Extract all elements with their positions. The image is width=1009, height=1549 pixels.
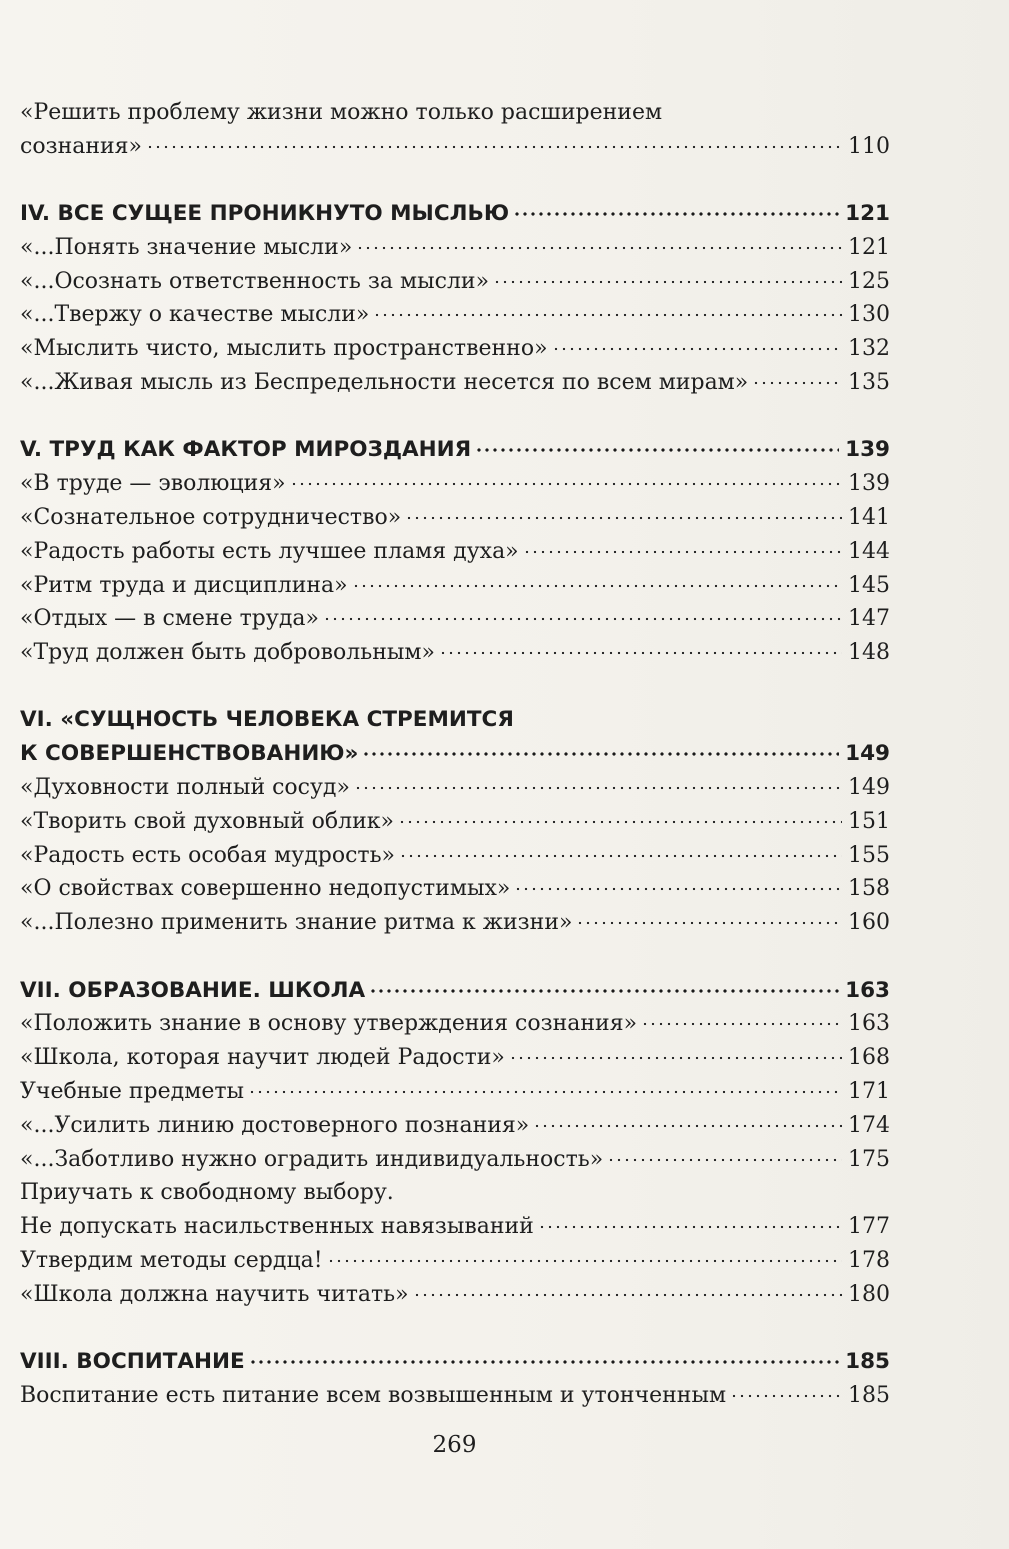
chapter-title: VIII. ВОСПИТАНИЕ	[20, 1349, 245, 1374]
dot-leader	[398, 819, 842, 825]
dot-leader	[352, 583, 842, 589]
toc-entry	[20, 1007, 890, 1041]
entry-title: «...Осознать ответственность за мысли»	[20, 268, 490, 294]
entry-page-number: 155	[848, 842, 890, 868]
toc-entry	[20, 1210, 890, 1244]
toc-entry	[20, 839, 890, 873]
dot-leader	[439, 650, 842, 656]
entry-page-number: 163	[845, 977, 890, 1003]
entry-page-number: 158	[848, 876, 890, 902]
entry-title: «Школа должна научить читать»	[20, 1281, 409, 1307]
entry-title: «...Заботливо нужно оградить индивидуальность»	[20, 1146, 604, 1172]
entry-title: «В труде — эволюция»	[20, 471, 286, 497]
dot-leader	[641, 1021, 842, 1027]
entry-page-number: 130	[848, 302, 890, 328]
dot-leader	[248, 1089, 842, 1095]
toc-entry	[20, 569, 890, 603]
chapter-title: IV. ВСЕ СУЩЕЕ ПРОНИКНУТО МЫСЛЬЮ	[20, 201, 510, 227]
toc-entry	[20, 906, 890, 940]
entry-page-number: 145	[848, 572, 890, 598]
entry-page-number: 174	[848, 1112, 890, 1138]
entry-title: «Сознательное сотрудничество»	[20, 504, 402, 530]
entry-title: «...Живая мысль из Беспредельности несется по всем мирам»	[20, 370, 749, 396]
toc-entry	[20, 130, 890, 164]
entry-title: «...Твержу о качестве мысли»	[20, 302, 370, 328]
entry-title: «Мыслить чисто, мыслить пространственно»	[20, 336, 548, 362]
page-number: 269	[432, 1432, 477, 1458]
dot-leader	[730, 1393, 842, 1399]
dot-leader	[552, 346, 842, 352]
section-gap	[20, 400, 890, 434]
entry-page-number: 175	[848, 1146, 890, 1172]
toc-entry	[20, 1278, 890, 1312]
dot-leader	[533, 1123, 842, 1129]
dot-leader	[523, 549, 842, 555]
entry-title: Утвердим методы сердца!	[20, 1247, 323, 1273]
toc-entry	[20, 1176, 890, 1210]
entry-page-number: 132	[848, 336, 890, 362]
toc-entry	[20, 96, 890, 130]
dot-leader	[538, 1224, 842, 1230]
entry-title: «Радость есть особая мудрость»	[20, 842, 396, 868]
toc-entry	[20, 805, 890, 839]
dot-leader	[362, 751, 839, 757]
dot-leader	[323, 616, 842, 622]
dot-leader	[509, 1055, 842, 1061]
entry-page-number: 110	[848, 133, 890, 159]
dot-leader	[354, 785, 842, 791]
chapter-heading	[20, 197, 890, 231]
entry-page-number: 180	[848, 1281, 890, 1307]
toc-entry	[20, 1379, 890, 1413]
dot-leader	[249, 1359, 839, 1365]
dot-leader	[576, 920, 842, 926]
toc-entry	[20, 1041, 890, 1075]
toc-entry	[20, 1143, 890, 1177]
toc-entry	[20, 467, 890, 501]
entry-title: Учебные предметы	[20, 1078, 245, 1104]
entry-page-number: 139	[845, 437, 890, 463]
entry-title: «Отдых — в смене труда»	[20, 606, 319, 632]
toc-entry	[20, 298, 890, 332]
toc-entry	[20, 771, 890, 805]
entry-title: «...Понять значение мысли»	[20, 234, 353, 260]
toc-entry	[20, 265, 890, 299]
toc-entry	[20, 1109, 890, 1143]
entry-page-number: 121	[848, 234, 890, 260]
entry-page-number: 141	[848, 504, 890, 530]
entry-page-number: 125	[848, 268, 890, 294]
entry-title: «...Усилить линию достоверного познания»	[20, 1112, 530, 1138]
section-gap	[20, 164, 890, 198]
entry-page-number: 185	[845, 1349, 890, 1374]
toc-entry	[20, 535, 890, 569]
entry-title: «Решить проблему жизни можно только расширением	[20, 100, 663, 125]
section-gap	[20, 670, 890, 704]
entry-page-number: 149	[848, 775, 890, 801]
toc-entry	[20, 501, 890, 535]
toc-entry	[20, 231, 890, 265]
dot-leader	[514, 886, 842, 892]
toc-entry	[20, 1244, 890, 1278]
section-gap	[20, 1312, 890, 1346]
chapter-heading	[20, 1345, 890, 1379]
entry-title: «Творить свой духовный облик»	[20, 808, 394, 834]
entry-page-number: 147	[848, 606, 890, 632]
entry-page-number: 177	[848, 1214, 890, 1240]
entry-page-number: 168	[848, 1045, 890, 1071]
entry-page-number: 185	[848, 1382, 890, 1408]
dot-leader	[475, 447, 839, 453]
toc-entry	[20, 636, 890, 670]
entry-title: «Радость работы есть лучшее пламя духа»	[20, 538, 519, 564]
entry-page-number: 144	[848, 538, 890, 564]
entry-title: «О свойствах совершенно недопустимых»	[20, 876, 511, 902]
entry-page-number: 149	[845, 741, 890, 767]
entry-title: Воспитание есть питание всем возвышенным и утонченным	[20, 1382, 727, 1408]
dot-leader	[405, 515, 842, 521]
dot-leader	[513, 211, 839, 217]
dot-leader	[399, 853, 842, 859]
toc-entry	[20, 602, 890, 636]
entry-page-number: 121	[845, 201, 890, 227]
dot-leader	[327, 1258, 842, 1264]
chapter-heading	[20, 433, 890, 467]
toc-entry	[20, 366, 890, 400]
dot-leader	[493, 279, 842, 285]
entry-title: «Школа, которая научит людей Радости»	[20, 1045, 505, 1071]
dot-leader	[369, 988, 839, 994]
entry-page-number: 139	[848, 471, 890, 497]
toc-entry	[20, 332, 890, 366]
chapter-title: К СОВЕРШЕНСТВОВАНИЮ»	[20, 741, 359, 767]
chapter-title: VI. «СУЩНОСТЬ ЧЕЛОВЕКА СТРЕМИТСЯ	[20, 707, 514, 733]
dot-leader	[373, 312, 842, 318]
chapter-heading	[20, 974, 890, 1008]
chapter-heading	[20, 737, 890, 771]
entry-title: Приучать к свободному выбору.	[20, 1180, 394, 1206]
entry-title: «Труд должен быть добровольным»	[20, 640, 435, 666]
entry-title: Не допускать насильственных навязываний	[20, 1214, 534, 1240]
dot-leader	[290, 481, 842, 487]
chapter-title: V. ТРУД КАК ФАКТОР МИРОЗДАНИЯ	[20, 437, 472, 463]
dot-leader	[752, 380, 842, 386]
entry-title: сознания»	[20, 133, 143, 159]
dot-leader	[356, 245, 842, 251]
toc-entry	[20, 1075, 890, 1109]
entry-title: «Положить знание в основу утверждения сознания»	[20, 1011, 638, 1037]
entry-page-number: 171	[848, 1078, 890, 1104]
section-gap	[20, 940, 890, 974]
entry-title: «Ритм труда и дисциплина»	[20, 572, 348, 598]
entry-page-number: 178	[848, 1247, 890, 1273]
entry-title: «Духовности полный сосуд»	[20, 775, 350, 801]
chapter-heading	[20, 703, 890, 737]
dot-leader	[413, 1292, 842, 1298]
dot-leader	[146, 144, 842, 150]
chapter-title: VII. ОБРАЗОВАНИЕ. ШКОЛА	[20, 977, 366, 1003]
entry-title: «...Полезно применить знание ритма к жизни»	[20, 910, 573, 936]
entry-page-number: 163	[848, 1011, 890, 1037]
entry-page-number: 148	[848, 640, 890, 666]
toc-entry	[20, 872, 890, 906]
table-of-contents	[20, 96, 890, 1413]
entry-page-number: 135	[848, 370, 890, 396]
dot-leader	[607, 1157, 842, 1163]
entry-page-number: 160	[848, 910, 890, 936]
entry-page-number: 151	[848, 808, 890, 834]
